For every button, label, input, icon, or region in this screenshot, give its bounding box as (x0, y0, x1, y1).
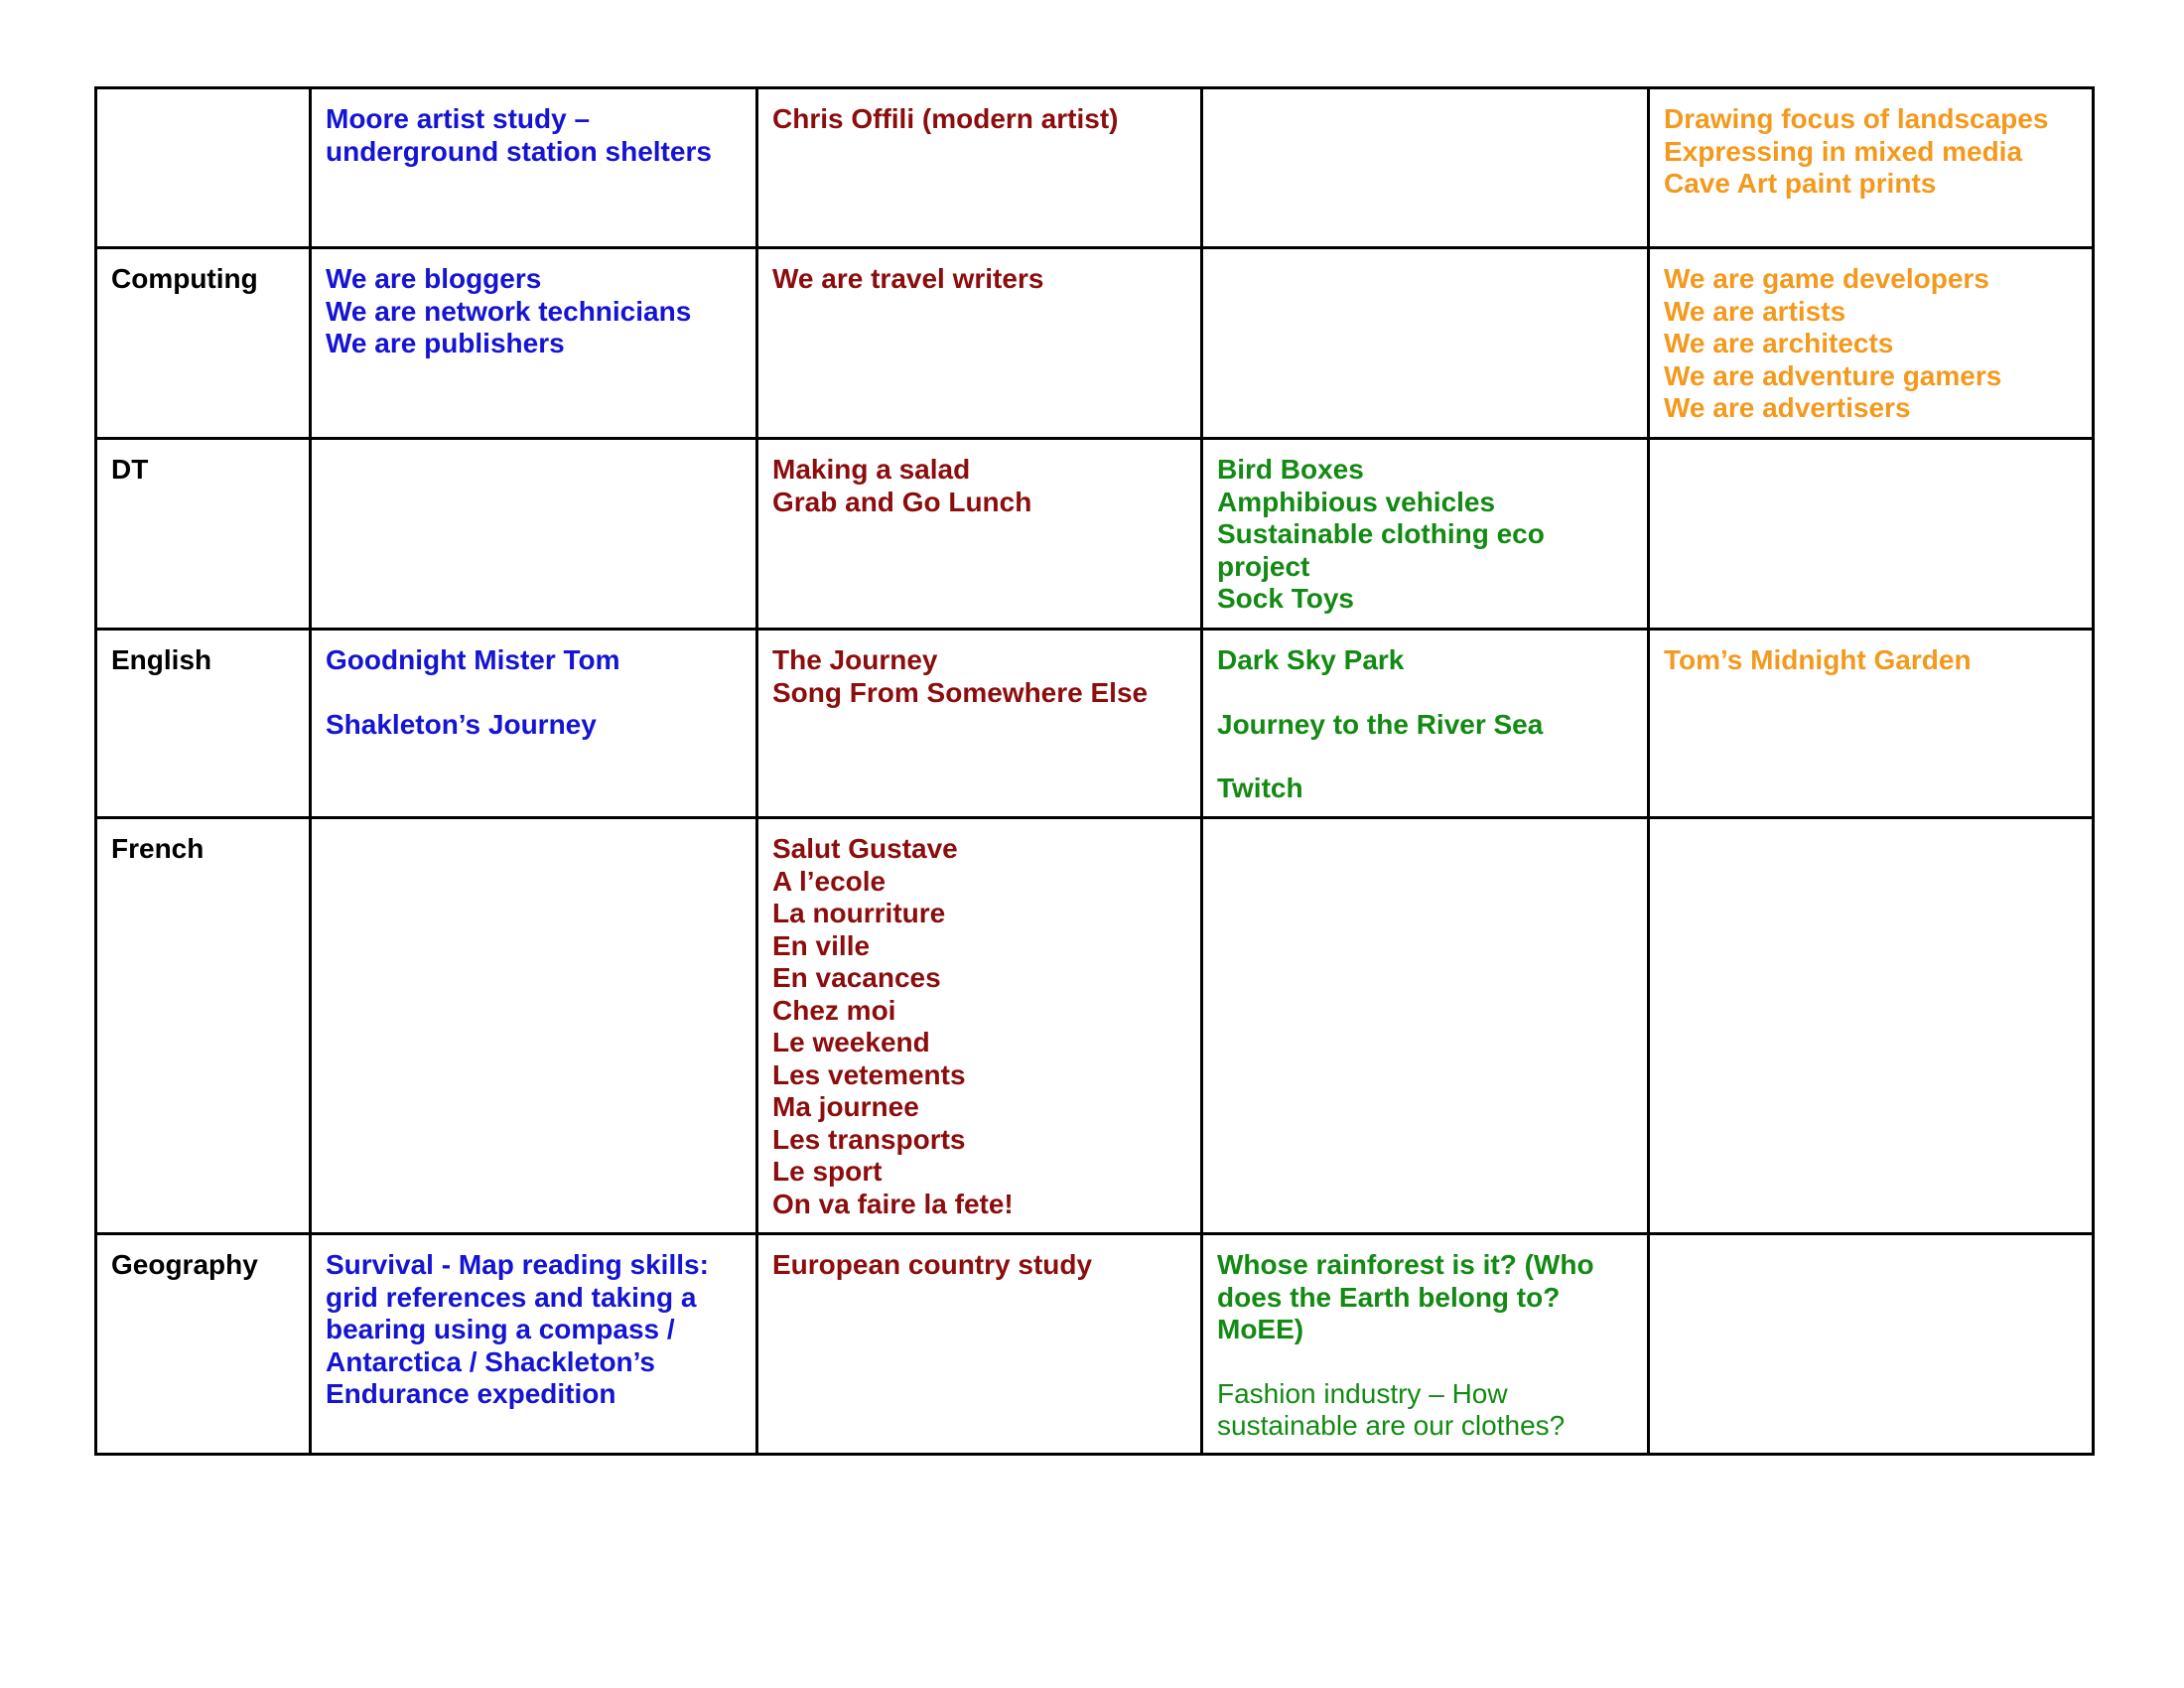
term-cell-2 (757, 88, 1202, 248)
cell-line: We are adventure gamers (1664, 359, 2002, 391)
cell-line: Moore artist study – (326, 103, 591, 134)
subject-cell (96, 1234, 311, 1455)
blank-line (1217, 741, 1634, 773)
cell-line: Sock Toys (1217, 583, 1354, 614)
term-cell-2 (757, 248, 1202, 439)
cell-line: Whose rainforest is it? (Who (1217, 1249, 1594, 1280)
term-cell-4 (1649, 818, 2094, 1234)
term-cell-4 (1649, 248, 2094, 439)
subject-label: Geography (111, 1249, 258, 1280)
term-cell-1 (311, 248, 757, 439)
term-cell-4 (1649, 630, 2094, 818)
cell-line: We are artists (1664, 295, 1846, 327)
term-cell-4 (1649, 439, 2094, 630)
table-row (96, 1234, 2094, 1455)
table-row (96, 630, 2094, 818)
subject-label: DT (111, 454, 149, 485)
term-cell-1 (311, 88, 757, 248)
cell-line: project (1217, 550, 1310, 582)
cell-line: Survival - Map reading skills: (326, 1249, 709, 1280)
table-row (96, 248, 2094, 439)
cell-line: Dark Sky Park (1217, 644, 1405, 675)
cell-line: Chez moi (772, 994, 896, 1026)
blank-line (1217, 677, 1634, 709)
cell-line: Bird Boxes (1217, 454, 1364, 485)
subject-cell (96, 630, 311, 818)
cell-line: A l’ecole (772, 865, 887, 897)
cell-line: On va faire la fete! (772, 1188, 1014, 1219)
term-cell-2 (757, 1234, 1202, 1455)
cell-line: Antarctica / Shackleton’s (326, 1345, 655, 1377)
cell-line: Cave Art paint prints (1664, 168, 1937, 199)
subject-cell (96, 248, 311, 439)
cell-line: underground station shelters (326, 135, 712, 167)
term-cell-2 (757, 630, 1202, 818)
cell-line: Making a salad (772, 454, 971, 485)
term-cell-3 (1202, 818, 1649, 1234)
cell-line: Chris Offili (modern artist) (772, 103, 1119, 134)
curriculum-table (94, 86, 2095, 1456)
cell-line: Amphibious vehicles (1217, 486, 1496, 517)
cell-line: Le weekend (772, 1027, 930, 1057)
term-cell-3 (1202, 630, 1649, 818)
cell-line: MoEE) (1217, 1314, 1304, 1344)
cell-line: Journey to the River Sea (1217, 708, 1544, 740)
cell-line: Twitch (1217, 773, 1303, 803)
cell-line: Les vetements (772, 1058, 966, 1090)
cell-line: We are network technicians (326, 295, 692, 327)
cell-line: The Journey (772, 644, 938, 675)
cell-line: European country study (772, 1249, 1093, 1280)
term-cell-2 (757, 439, 1202, 630)
term-cell-4 (1649, 1234, 2094, 1455)
cell-line: We are publishers (326, 328, 565, 358)
cell-line: Shakleton’s Journey (326, 708, 597, 740)
cell-line: We are advertisers (1664, 392, 1911, 423)
cell-line: En vacances (772, 962, 941, 993)
subject-cell (96, 88, 311, 248)
blank-line (1217, 1346, 1634, 1378)
term-cell-3 (1202, 248, 1649, 439)
table-row (96, 439, 2094, 630)
term-cell-1 (311, 818, 757, 1234)
table-row (96, 88, 2094, 248)
term-cell-1 (311, 630, 757, 818)
cell-line: Les transports (772, 1123, 966, 1155)
cell-line: We are travel writers (772, 263, 1044, 294)
subject-label: Computing (111, 263, 258, 294)
cell-line: La nourriture (772, 898, 946, 928)
term-cell-1 (311, 439, 757, 630)
cell-line: Sustainable clothing eco (1217, 518, 1545, 549)
term-cell-4 (1649, 88, 2094, 248)
table-row (96, 818, 2094, 1234)
subject-cell (96, 818, 311, 1234)
term-cell-3 (1202, 1234, 1649, 1455)
cell-line: Le sport (772, 1156, 883, 1187)
cell-line: bearing using a compass / (326, 1314, 675, 1344)
cell-line: Drawing focus of landscapes (1664, 103, 2049, 134)
subject-label: English (111, 644, 212, 675)
term-cell-2 (757, 818, 1202, 1234)
subject-label: French (111, 833, 205, 864)
cell-line: Fashion industry – How (1217, 1377, 1508, 1409)
cell-line: En ville (772, 929, 871, 961)
term-cell-3 (1202, 439, 1649, 630)
cell-line: Salut Gustave (772, 833, 958, 864)
cell-line: grid references and taking a (326, 1281, 697, 1313)
term-cell-3 (1202, 88, 1649, 248)
cell-line: Endurance expedition (326, 1378, 616, 1409)
cell-line: Song From Somewhere Else (772, 676, 1149, 708)
cell-line: does the Earth belong to? (1217, 1281, 1561, 1313)
cell-line: Expressing in mixed media (1664, 135, 2023, 167)
term-cell-1 (311, 1234, 757, 1455)
cell-line: We are game developers (1664, 263, 1989, 294)
cell-line: Grab and Go Lunch (772, 486, 1032, 517)
cell-line: Goodnight Mister Tom (326, 644, 620, 675)
cell-line: sustainable are our clothes? (1217, 1410, 1566, 1441)
cell-line: We are bloggers (326, 263, 542, 294)
cell-line: We are architects (1664, 328, 1894, 358)
blank-line (326, 677, 743, 709)
cell-line: Tom’s Midnight Garden (1664, 644, 1972, 675)
cell-line: Ma journee (772, 1091, 919, 1122)
subject-cell (96, 439, 311, 630)
